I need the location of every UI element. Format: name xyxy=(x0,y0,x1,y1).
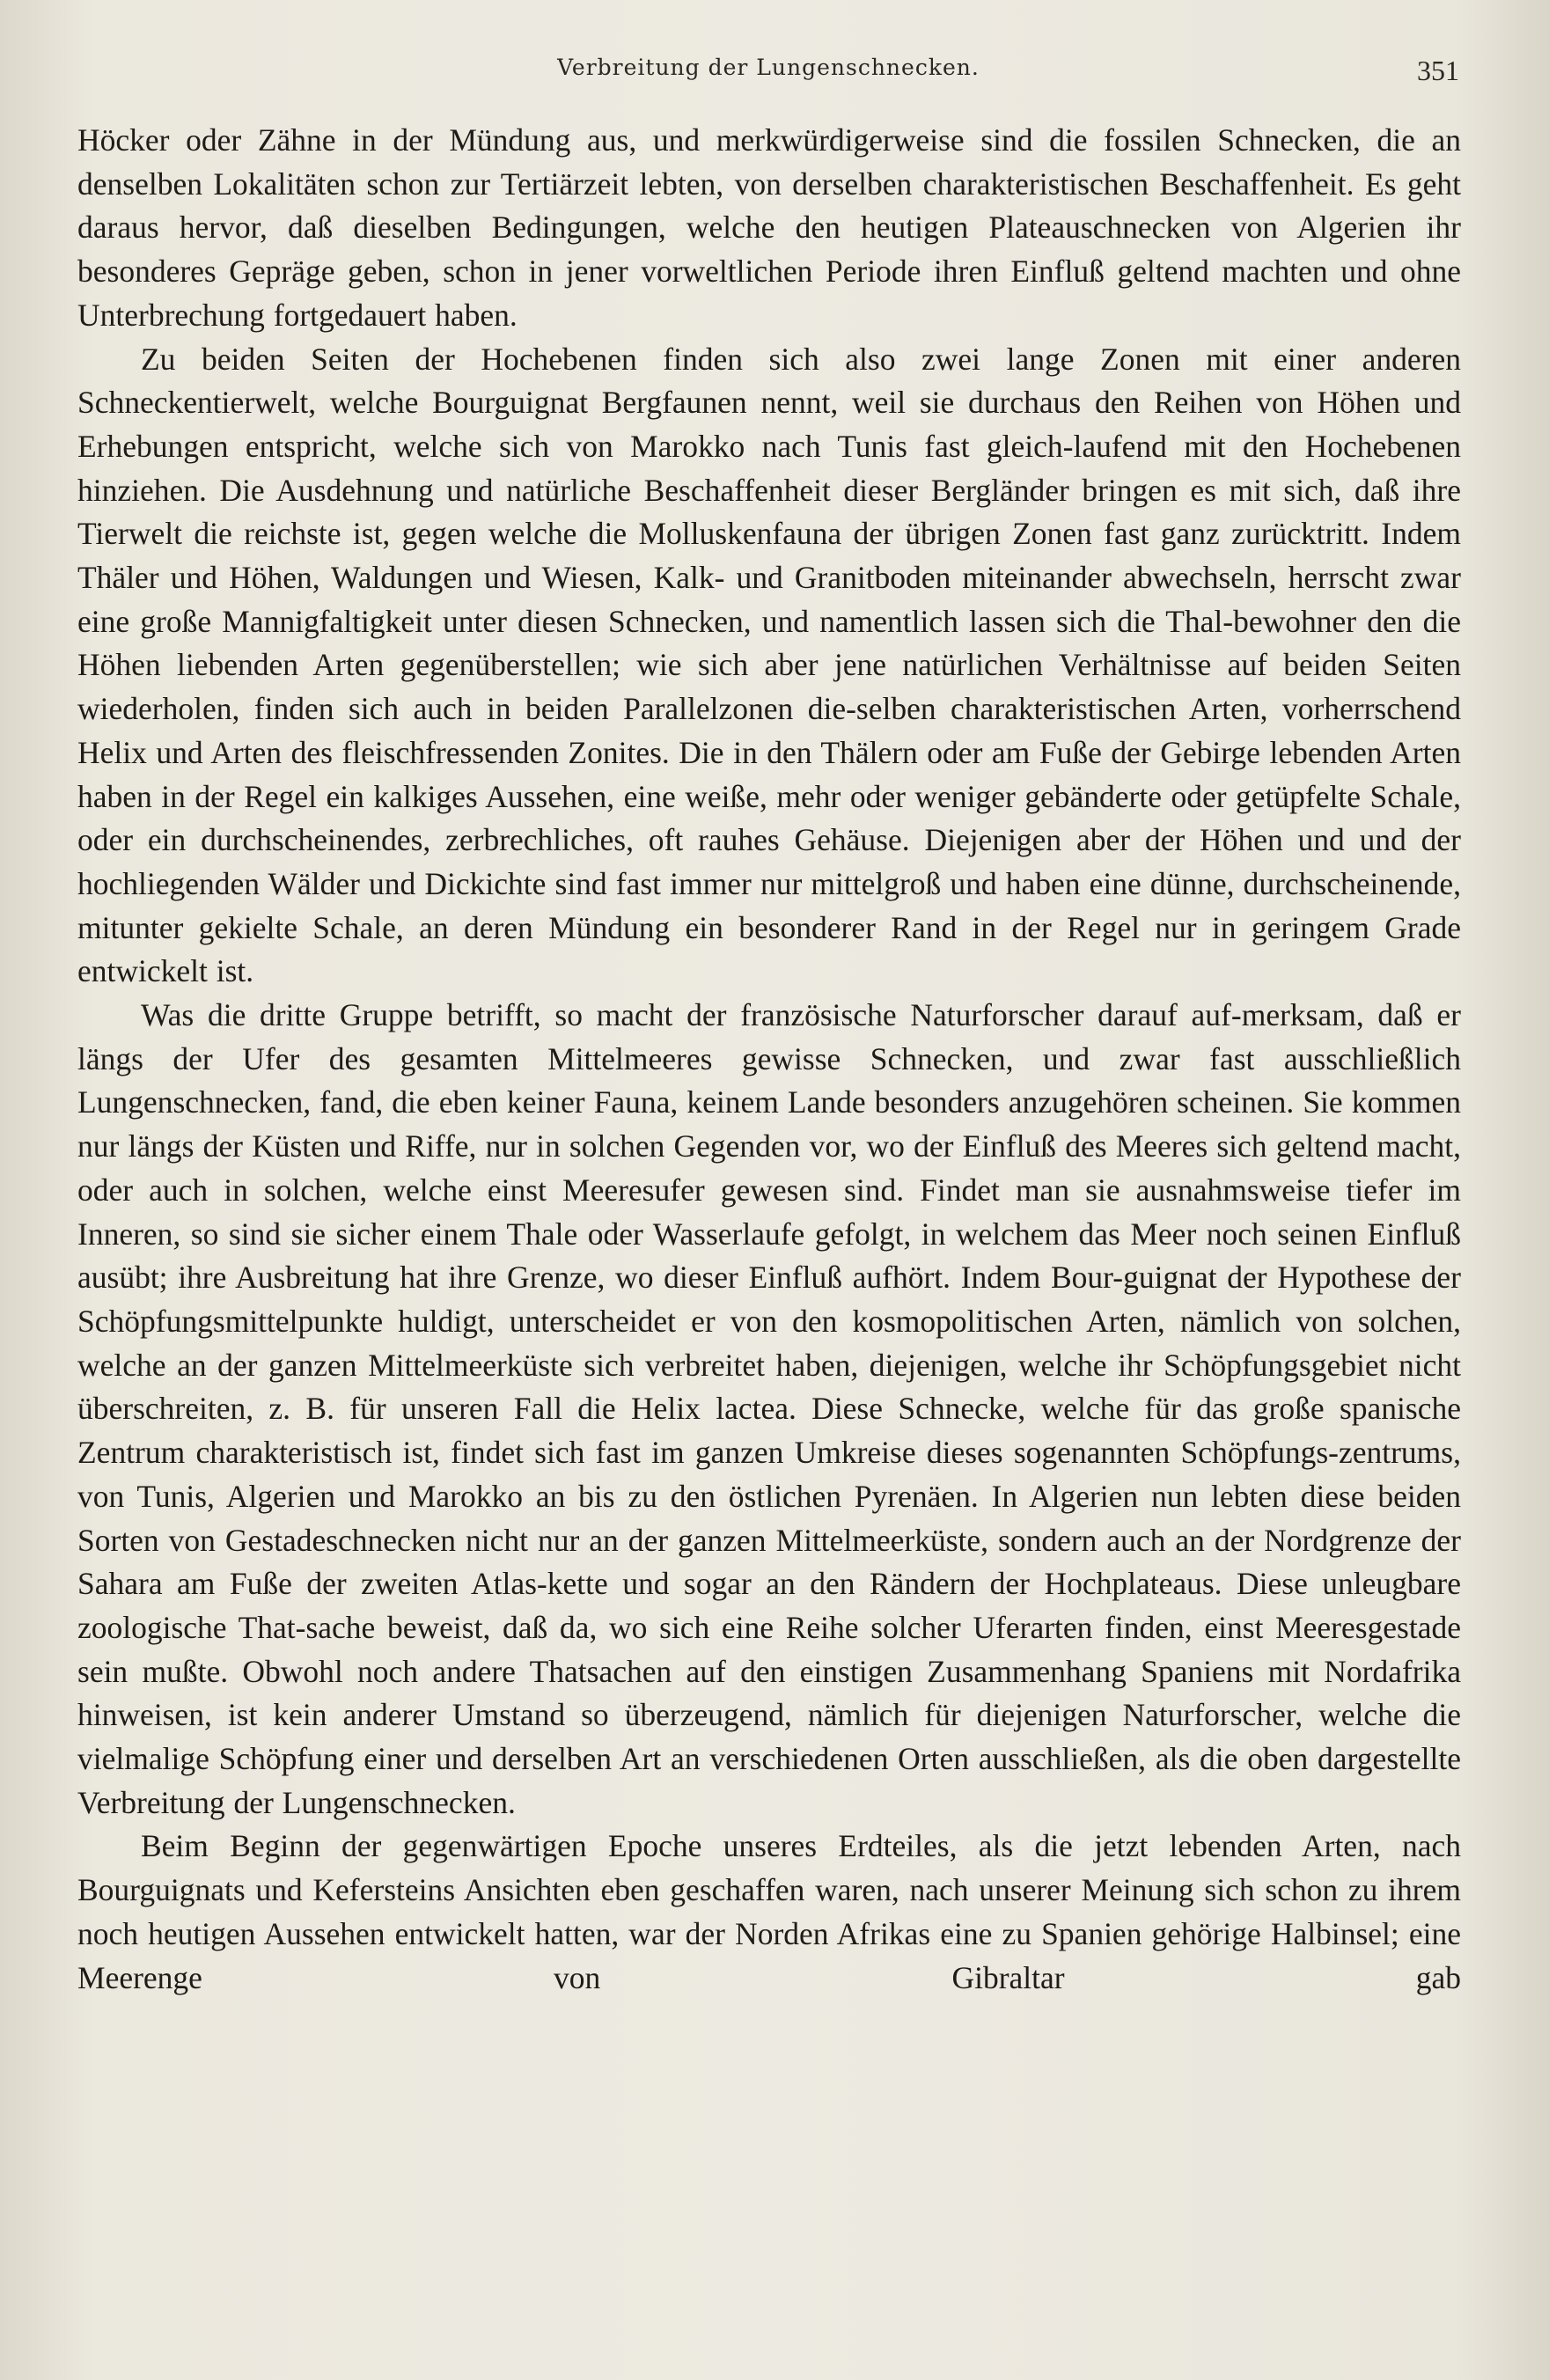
paragraph-1: Höcker oder Zähne in der Mündung aus, und merkwürdigerweise sind die fossilen Schnecken, die an denselben Lokalitäten schon zur Tertiärzeit lebten, von derselben charakteristischen Beschaffenheit. Es geht daraus hervor, daß dieselben Bedingungen, welche den heutigen Plateauschnecken von Algerien ihr besonderes Gepräge geben, schon in jener vorweltlichen Periode ihren Einfluß geltend machten und ohne Unterbrechung fortgedauert haben. xyxy=(77,122,1461,333)
paragraph-2: Zu beiden Seiten der Hochebenen finden sich also zwei lange Zonen mit einer anderen Schneckentierwelt, welche Bourguignat Bergfaunen nennt, weil sie durchaus den Reihen von Höhen und Erhebungen entspricht, welche sich von Marokko nach Tunis fast gleich-laufend mit den Hochebenen hinziehen. Die Ausdehnung und natürliche Beschaffenheit dieser Bergländer bringen es mit sich, daß ihre Tierwelt die reichste ist, gegen welche die Molluskenfauna der übrigen Zonen fast ganz zurücktritt. Indem Thäler und Höhen, Waldungen und Wiesen, Kalk- und Granitboden miteinander abwechseln, herrscht zwar eine große Mannigfaltigkeit unter diesen Schnecken, und namentlich lassen sich die Thal-bewohner den die Höhen liebenden Arten gegenüberstellen; wie sich aber jene natürlichen Verhältnisse auf beiden Seiten wiederholen, finden sich auch in beiden Parallelzonen die-selben charakteristischen Arten, vorherrschend Helix und Arten des fleischfressenden Zonites. Die in den Thälern oder am Fuße der Gebirge lebenden Arten haben in der Regel ein kalkiges Aussehen, eine weiße, mehr oder weniger gebänderte oder getüpfelte Schale, oder ein durchscheinendes, zerbrechliches, oft rauhes Gehäuse. Diejenigen aber der Höhen und und der hochliegenden Wälder und Dickichte sind fast immer nur mittelgroß und haben eine dünne, durchscheinende, mitunter gekielte Schale, an deren Mündung ein besonderer Rand in der Regel nur in geringem Grade entwickelt ist. xyxy=(77,341,1461,989)
running-head-title: Verbreitung der Lungenschnecken. xyxy=(557,55,980,80)
running-head xyxy=(77,55,1459,90)
page-number: 351 xyxy=(1417,55,1459,86)
body-text xyxy=(77,119,1461,2000)
paragraph-3: Was die dritte Gruppe betrifft, so macht der französische Naturforscher darauf auf-merksam, daß er längs der Ufer des gesamten Mittelmeeres gewisse Schnecken, und zwar fast ausschließlich Lungenschnecken, fand, die eben keiner Fauna, keinem Lande besonders anzugehören scheinen. Sie kommen nur längs der Küsten und Riffe, nur in solchen Gegenden vor, wo der Einfluß des Meeres sich geltend macht, oder auch in solchen, welche einst Meeresufer gewesen sind. Findet man sie ausnahmsweise tiefer im Inneren, so sind sie sicher einem Thale oder Wasserlaufe gefolgt, in welchem das Meer noch seinen Einfluß ausübt; ihre Ausbreitung hat ihre Grenze, wo dieser Einfluß aufhört. Indem Bour-guignat der Hypothese der Schöpfungsmittelpunkte huldigt, unterscheidet er von den kosmopolitischen Arten, nämlich von solchen, welche an der ganzen Mittelmeerküste sich verbreitet haben, diejenigen, welche ihr Schöpfungsgebiet nicht überschreiten, z. B. für unseren Fall die Helix lactea. Diese Schnecke, welche für das große spanische Zentrum charakteristisch ist, findet sich fast im ganzen Umkreise dieses sogenannten Schöpfungs-zentrums, von Tunis, Algerien und Marokko an bis zu den östlichen Pyrenäen. In Algerien nun lebten diese beiden Sorten von Gestadeschnecken nicht nur an der ganzen Mittelmeerküste, sondern auch an der Nordgrenze der Sahara am Fuße der zweiten Atlas-kette und sogar an den Rändern der Hochplateaus. Diese unleugbare zoologische That-sache beweist, daß da, wo sich eine Reihe solcher Uferarten finden, einst Meeresgestade sein mußte. Obwohl noch andere Thatsachen auf den einstigen Zusammenhang Spaniens mit Nordafrika hinweisen, ist kein anderer Umstand so überzeugend, nämlich für diejenigen Naturforscher, welche die vielmalige Schöpfung einer und derselben Art an verschiedenen Orten ausschließen, als die oben dargestellte Verbreitung der Lungenschnecken. xyxy=(77,997,1461,1820)
paragraph-4: Beim Beginn der gegenwärtigen Epoche unseres Erdteiles, als die jetzt lebenden Arten, nach Bourguignats und Kefersteins Ansichten eben geschaffen waren, nach unserer Meinung sich schon zu ihrem noch heutigen Aussehen entwickelt hatten, war der Norden Afrikas eine zu Spanien gehörige Halbinsel; eine Meerenge von Gibraltar gab xyxy=(77,1828,1461,1995)
